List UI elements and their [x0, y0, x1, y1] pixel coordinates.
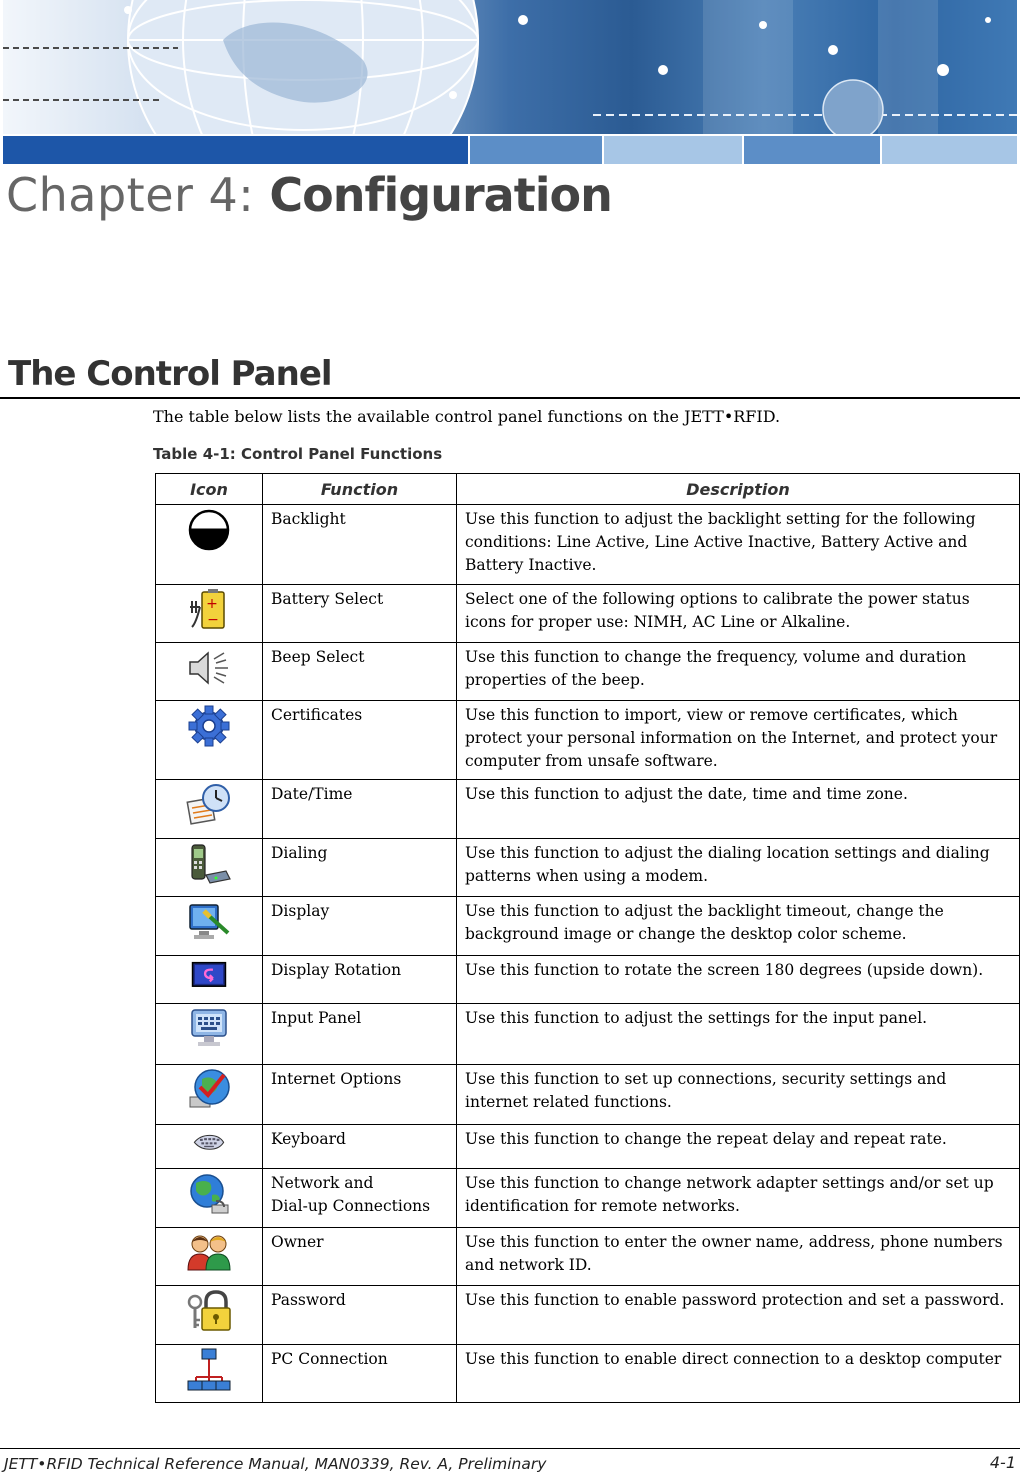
function-description: Use this function to change the frequency, volume and duration properties of the beep.	[457, 643, 1020, 701]
battery-icon	[186, 587, 232, 633]
speaker-icon	[186, 645, 232, 691]
function-name: Battery Select	[263, 585, 457, 643]
function-description: Use this function to adjust the settings for the input panel.	[457, 1004, 1020, 1065]
function-description: Use this function to change network adapter settings and/or set up identification for remote networks.	[457, 1169, 1020, 1228]
header-function: Function	[263, 474, 457, 505]
function-name: Network and Dial-up Connections	[263, 1169, 457, 1228]
function-description: Use this function to import, view or remove certificates, which protect your personal information on the Internet, and protect your computer from unsafe software.	[457, 701, 1020, 780]
table-row	[156, 956, 1020, 1004]
padlock-keys-icon	[186, 1288, 232, 1334]
function-name: Certificates	[263, 701, 457, 780]
function-description: Select one of the following options to calibrate the power status icons for proper use: NIMH, AC Line or Alkaline.	[457, 585, 1020, 643]
table-row	[156, 897, 1020, 956]
function-name: Keyboard	[263, 1125, 457, 1169]
table-row	[156, 1228, 1020, 1286]
keyboard-icon	[186, 1127, 232, 1159]
banner-band	[744, 136, 880, 164]
function-name: PC Connection	[263, 1345, 457, 1403]
function-name: Display Rotation	[263, 956, 457, 1004]
table-header-row	[156, 474, 1020, 505]
backlight-icon	[186, 507, 232, 553]
table-row	[156, 1004, 1020, 1065]
table-row	[156, 1125, 1020, 1169]
display-brush-icon	[186, 899, 232, 945]
function-description: Use this function to rotate the screen 180 degrees (upside down).	[457, 956, 1020, 1004]
function-description: Use this function to set up connections, security settings and internet related functions.	[457, 1065, 1020, 1125]
function-name: Date/Time	[263, 780, 457, 839]
banner-band	[882, 136, 1017, 164]
table-row	[156, 839, 1020, 897]
gear-icon	[186, 703, 232, 749]
intro-text: The table below lists the available control panel functions on the JETT•RFID.	[153, 407, 781, 426]
function-name: Owner	[263, 1228, 457, 1286]
chapter-number: Chapter 4:	[6, 168, 270, 222]
header-banner	[3, 0, 1017, 134]
function-description: Use this function to adjust the backlight setting for the following conditions: Line Active, Line Active Inactive, Battery Active and Battery Inactive.	[457, 505, 1020, 585]
function-name: Beep Select	[263, 643, 457, 701]
function-name: Dialing	[263, 839, 457, 897]
function-description: Use this function to adjust the dialing location settings and dialing patterns when using a modem.	[457, 839, 1020, 897]
rotate-screen-icon	[186, 958, 232, 994]
footer-document-title: JETT•RFID Technical Reference Manual, MAN0339, Rev. A, Preliminary	[4, 1455, 547, 1473]
table-row	[156, 780, 1020, 839]
table-row	[156, 505, 1020, 585]
function-name: Password	[263, 1286, 457, 1345]
banner-band	[470, 136, 602, 164]
function-description: Use this function to adjust the backlight timeout, change the background image or change the desktop color scheme.	[457, 897, 1020, 956]
function-name: Internet Options	[263, 1065, 457, 1125]
banner-band	[3, 136, 468, 164]
phone-modem-icon	[186, 841, 232, 887]
banner-band	[604, 136, 742, 164]
function-name: Backlight	[263, 505, 457, 585]
header-description: Description	[457, 474, 1020, 505]
chapter-title: Configuration	[269, 168, 612, 222]
function-name: Display	[263, 897, 457, 956]
section-title: The Control Panel	[8, 354, 332, 394]
pc-network-icon	[186, 1347, 232, 1393]
table-row	[156, 1169, 1020, 1228]
table-row	[156, 1345, 1020, 1403]
table-row	[156, 1065, 1020, 1125]
table-caption: Table 4-1: Control Panel Functions	[153, 445, 443, 463]
table-row	[156, 643, 1020, 701]
chapter-heading	[6, 168, 612, 222]
function-description: Use this function to enter the owner name, address, phone numbers and network ID.	[457, 1228, 1020, 1286]
function-description: Use this function to enable direct connection to a desktop computer	[457, 1345, 1020, 1403]
svg-text:−: −	[207, 612, 219, 628]
section-divider	[0, 397, 1020, 399]
page-number: 4-1	[989, 1453, 1016, 1472]
network-globe-icon	[186, 1171, 232, 1217]
globe-check-icon	[186, 1067, 232, 1113]
header-icon: Icon	[156, 474, 263, 505]
banner-art	[3, 0, 1017, 134]
table-row	[156, 585, 1020, 643]
function-name: Input Panel	[263, 1004, 457, 1065]
users-icon	[186, 1230, 232, 1276]
function-description: Use this function to enable password protection and set a password.	[457, 1286, 1020, 1345]
control-panel-table	[155, 473, 1020, 1403]
footer-divider	[0, 1448, 1020, 1449]
table-row	[156, 701, 1020, 780]
function-description: Use this function to change the repeat delay and repeat rate.	[457, 1125, 1020, 1169]
function-description: Use this function to adjust the date, time and time zone.	[457, 780, 1020, 839]
keyboard-monitor-icon	[186, 1006, 232, 1052]
clock-calendar-icon	[186, 782, 232, 828]
table-row	[156, 1286, 1020, 1345]
svg-text:+: +	[206, 596, 218, 612]
